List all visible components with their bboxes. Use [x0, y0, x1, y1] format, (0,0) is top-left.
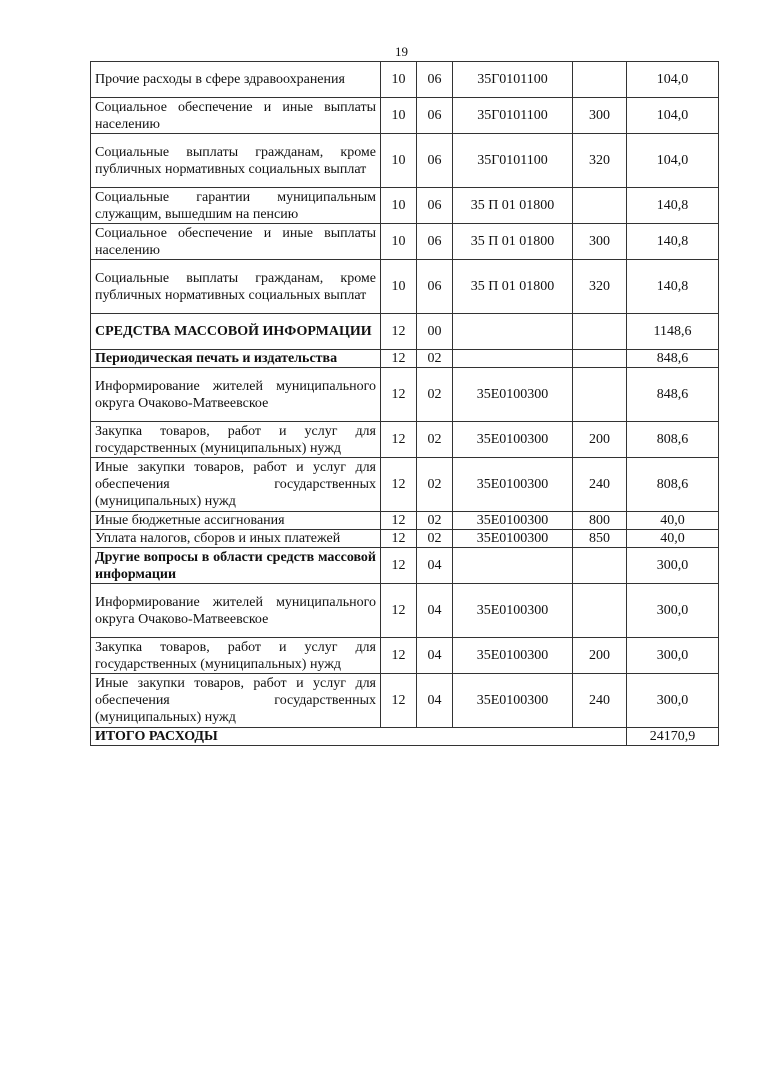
row-name: СРЕДСТВА МАССОВОЙ ИНФОРМАЦИИ: [91, 314, 381, 350]
row-subsection: 06: [417, 134, 453, 188]
row-type: 240: [573, 458, 627, 512]
table-row: [91, 584, 719, 638]
row-code: 35Е0100300: [453, 458, 573, 512]
row-amount: 140,8: [627, 188, 719, 224]
table-row: [91, 674, 719, 728]
row-subsection: 06: [417, 224, 453, 260]
row-amount: 300,0: [627, 674, 719, 728]
row-subsection: 04: [417, 674, 453, 728]
row-subsection: 06: [417, 98, 453, 134]
page-number: 19: [395, 44, 408, 59]
row-section: 12: [381, 638, 417, 674]
row-section: 12: [381, 422, 417, 458]
row-name: Иные закупки товаров, работ и услуг для обеспечения государственных (муниципальных) нужд: [91, 458, 381, 512]
row-amount: 848,6: [627, 368, 719, 422]
row-section: 10: [381, 62, 417, 98]
row-type: [573, 314, 627, 350]
row-subsection: 02: [417, 530, 453, 548]
row-section: 12: [381, 350, 417, 368]
row-type: 320: [573, 134, 627, 188]
row-type: 300: [573, 224, 627, 260]
row-type: 320: [573, 260, 627, 314]
total-label: ИТОГО РАСХОДЫ: [91, 728, 627, 746]
row-subsection: 06: [417, 188, 453, 224]
row-name: Уплата налогов, сборов и иных платежей: [91, 530, 381, 548]
row-subsection: 02: [417, 350, 453, 368]
row-code: 35 П 01 01800: [453, 188, 573, 224]
row-type: 300: [573, 98, 627, 134]
row-name: Закупка товаров, работ и услуг для государственных (муниципальных) нужд: [91, 638, 381, 674]
row-code: 35Е0100300: [453, 584, 573, 638]
row-name: Прочие расходы в сфере здравоохранения: [91, 62, 381, 98]
row-name: Социальное обеспечение и иные выплаты населению: [91, 224, 381, 260]
row-type: [573, 548, 627, 584]
row-subsection: 02: [417, 458, 453, 512]
row-amount: 104,0: [627, 134, 719, 188]
row-code: 35Е0100300: [453, 512, 573, 530]
table-row: [91, 368, 719, 422]
row-name: Иные закупки товаров, работ и услуг для обеспечения государственных (муниципальных) нужд: [91, 674, 381, 728]
row-type: [573, 368, 627, 422]
row-type: 800: [573, 512, 627, 530]
table-row: [91, 548, 719, 584]
row-subsection: 04: [417, 548, 453, 584]
row-type: [573, 188, 627, 224]
table-row: [91, 224, 719, 260]
expenditure-table: [90, 61, 719, 746]
row-subsection: 02: [417, 368, 453, 422]
row-name: Социальные гарантии муниципальным служащим, вышедшим на пенсию: [91, 188, 381, 224]
row-amount: 300,0: [627, 548, 719, 584]
row-code: [453, 350, 573, 368]
row-subsection: 06: [417, 260, 453, 314]
row-amount: 848,6: [627, 350, 719, 368]
row-code: 35 П 01 01800: [453, 260, 573, 314]
row-code: 35Е0100300: [453, 638, 573, 674]
row-type: 240: [573, 674, 627, 728]
row-amount: 104,0: [627, 98, 719, 134]
row-section: 12: [381, 512, 417, 530]
total-amount: 24170,9: [627, 728, 719, 746]
row-code: [453, 548, 573, 584]
row-type: [573, 350, 627, 368]
row-code: 35Е0100300: [453, 368, 573, 422]
row-code: [453, 314, 573, 350]
row-section: 10: [381, 260, 417, 314]
table-row: [91, 458, 719, 512]
table-row: [91, 134, 719, 188]
row-code: 35Е0100300: [453, 530, 573, 548]
row-amount: 808,6: [627, 458, 719, 512]
row-type: 200: [573, 638, 627, 674]
row-name: Информирование жителей муниципального округа Очаково-Матвеевское: [91, 368, 381, 422]
row-amount: 140,8: [627, 260, 719, 314]
row-type: [573, 584, 627, 638]
row-amount: 300,0: [627, 638, 719, 674]
row-amount: 104,0: [627, 62, 719, 98]
row-code: 35Г0101100: [453, 98, 573, 134]
row-amount: 1148,6: [627, 314, 719, 350]
table-row: [91, 62, 719, 98]
row-name: Иные бюджетные ассигнования: [91, 512, 381, 530]
row-amount: 808,6: [627, 422, 719, 458]
row-code: 35Г0101100: [453, 134, 573, 188]
row-amount: 40,0: [627, 512, 719, 530]
row-name: Периодическая печать и издательства: [91, 350, 381, 368]
row-subsection: 06: [417, 62, 453, 98]
row-amount: 40,0: [627, 530, 719, 548]
row-section: 12: [381, 674, 417, 728]
row-section: 12: [381, 584, 417, 638]
table-row: [91, 350, 719, 368]
row-type: 850: [573, 530, 627, 548]
row-subsection: 00: [417, 314, 453, 350]
row-subsection: 04: [417, 638, 453, 674]
row-section: 10: [381, 188, 417, 224]
row-name: Другие вопросы в области средств массовой информации: [91, 548, 381, 584]
row-code: 35Е0100300: [453, 422, 573, 458]
row-section: 12: [381, 368, 417, 422]
row-type: [573, 62, 627, 98]
row-name: Социальные выплаты гражданам, кроме публичных нормативных социальных выплат: [91, 260, 381, 314]
row-section: 10: [381, 98, 417, 134]
row-name: Социальные выплаты гражданам, кроме публичных нормативных социальных выплат: [91, 134, 381, 188]
table-row: [91, 422, 719, 458]
table-row: [91, 638, 719, 674]
row-subsection: 02: [417, 512, 453, 530]
row-code: 35Е0100300: [453, 674, 573, 728]
row-type: 200: [573, 422, 627, 458]
row-code: 35 П 01 01800: [453, 224, 573, 260]
row-section: 10: [381, 224, 417, 260]
table-row: [91, 314, 719, 350]
table-row: [91, 98, 719, 134]
row-name: Информирование жителей муниципального округа Очаково-Матвеевское: [91, 584, 381, 638]
row-amount: 300,0: [627, 584, 719, 638]
table-row: [91, 260, 719, 314]
row-section: 12: [381, 530, 417, 548]
row-amount: 140,8: [627, 224, 719, 260]
row-section: 12: [381, 314, 417, 350]
row-name: Социальное обеспечение и иные выплаты населению: [91, 98, 381, 134]
table-row: [91, 188, 719, 224]
row-section: 12: [381, 548, 417, 584]
table-row: [91, 530, 719, 548]
row-subsection: 02: [417, 422, 453, 458]
row-code: 35Г0101100: [453, 62, 573, 98]
row-subsection: 04: [417, 584, 453, 638]
row-section: 12: [381, 458, 417, 512]
total-row: [91, 728, 719, 746]
row-name: Закупка товаров, работ и услуг для государственных (муниципальных) нужд: [91, 422, 381, 458]
table-row: [91, 512, 719, 530]
row-section: 10: [381, 134, 417, 188]
